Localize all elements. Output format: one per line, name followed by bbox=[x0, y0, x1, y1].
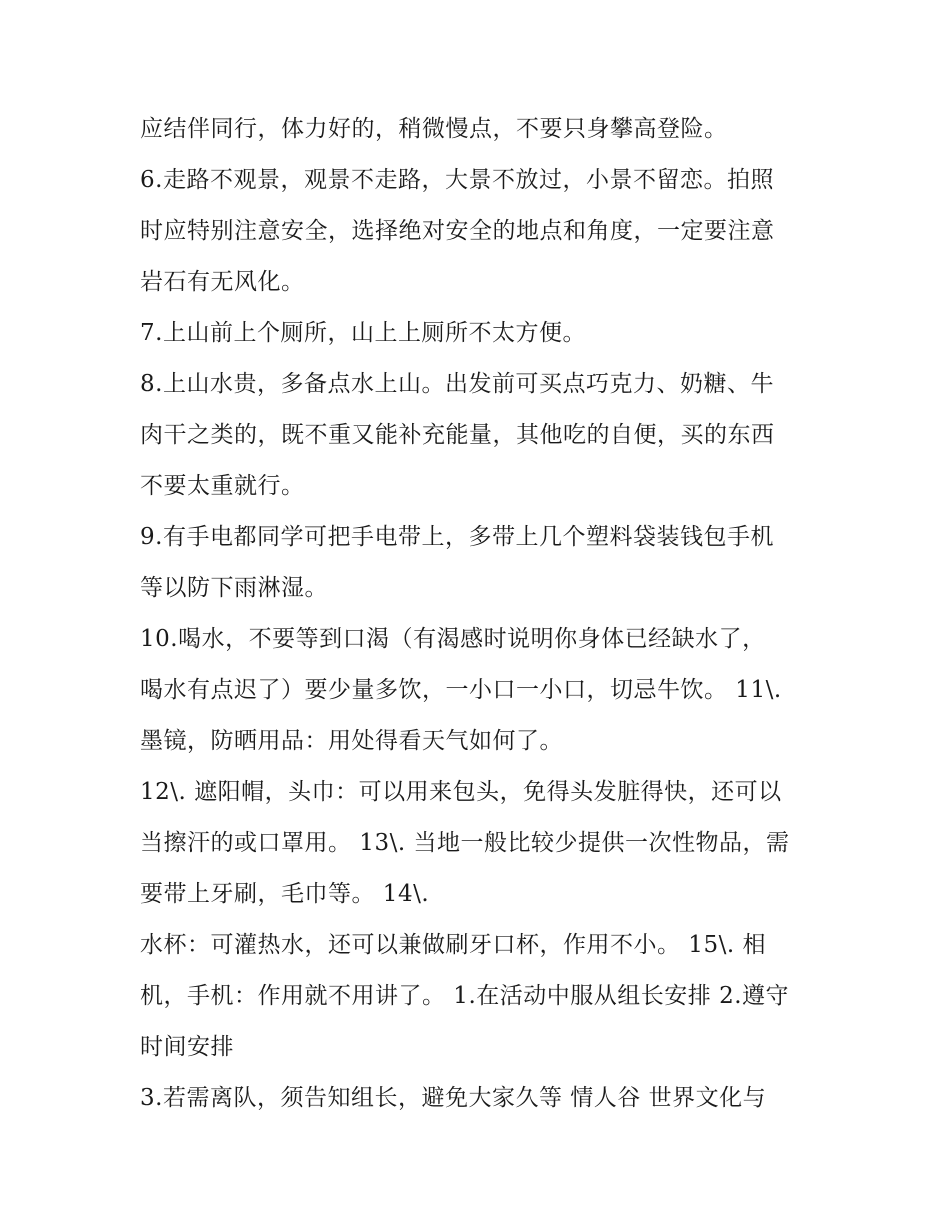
text-line: 3.若需离队，须告知组长，避免大家久等 情人谷 世界文化与 bbox=[140, 1085, 767, 1111]
text-line: 当擦汗的或口罩用。 13\. 当地一般比较少提供一次性物品，需 bbox=[140, 830, 790, 856]
text-line: 7.上山前上个厕所，山上上厕所不太方便。 bbox=[140, 320, 586, 346]
text-line: 12\. 遮阳帽，头巾：可以用来包头，免得头发脏得快，还可以 bbox=[140, 779, 782, 805]
text-line: 时应特别注意安全，选择绝对安全的地点和角度，一定要注意 bbox=[140, 218, 775, 244]
document-body bbox=[140, 104, 830, 1124]
text-line: 要带上牙刷，毛巾等。 14\. bbox=[140, 881, 430, 907]
text-line: 10.喝水，不要等到口渴（有渴感时说明你身体已经缺水了， bbox=[140, 626, 766, 652]
text-line: 9.有手电都同学可把手电带上，多带上几个塑料袋装钱包手机 bbox=[140, 524, 774, 550]
text-line: 墨镜，防晒用品：用处得看天气如何了。 bbox=[140, 728, 563, 754]
text-line: 喝水有点迟了）要少量多饮，一小口一小口，切忌牛饮。 11\. bbox=[140, 677, 782, 703]
text-line: 机，手机：作用就不用讲了。 1.在活动中服从组长安排 2.遵守 bbox=[140, 983, 790, 1009]
text-line: 不要太重就行。 bbox=[140, 473, 305, 499]
text-line: 等以防下雨淋湿。 bbox=[140, 575, 328, 601]
text-line: 岩石有无风化。 bbox=[140, 269, 305, 295]
text-line: 8.上山水贵，多备点水上山。出发前可买点巧克力、奶糖、牛 bbox=[140, 371, 774, 397]
text-line: 时间安排 bbox=[140, 1034, 234, 1060]
text-line: 应结伴同行，体力好的，稍微慢点，不要只身攀高登险。 bbox=[140, 116, 728, 142]
text-line: 6.走路不观景，观景不走路，大景不放过，小景不留恋。拍照 bbox=[140, 167, 774, 193]
text-line: 水杯：可灌热水，还可以兼做刷牙口杯，作用不小。 15\. 相 bbox=[140, 932, 766, 958]
text-line: 肉干之类的，既不重又能补充能量，其他吃的自便，买的东西 bbox=[140, 422, 775, 448]
